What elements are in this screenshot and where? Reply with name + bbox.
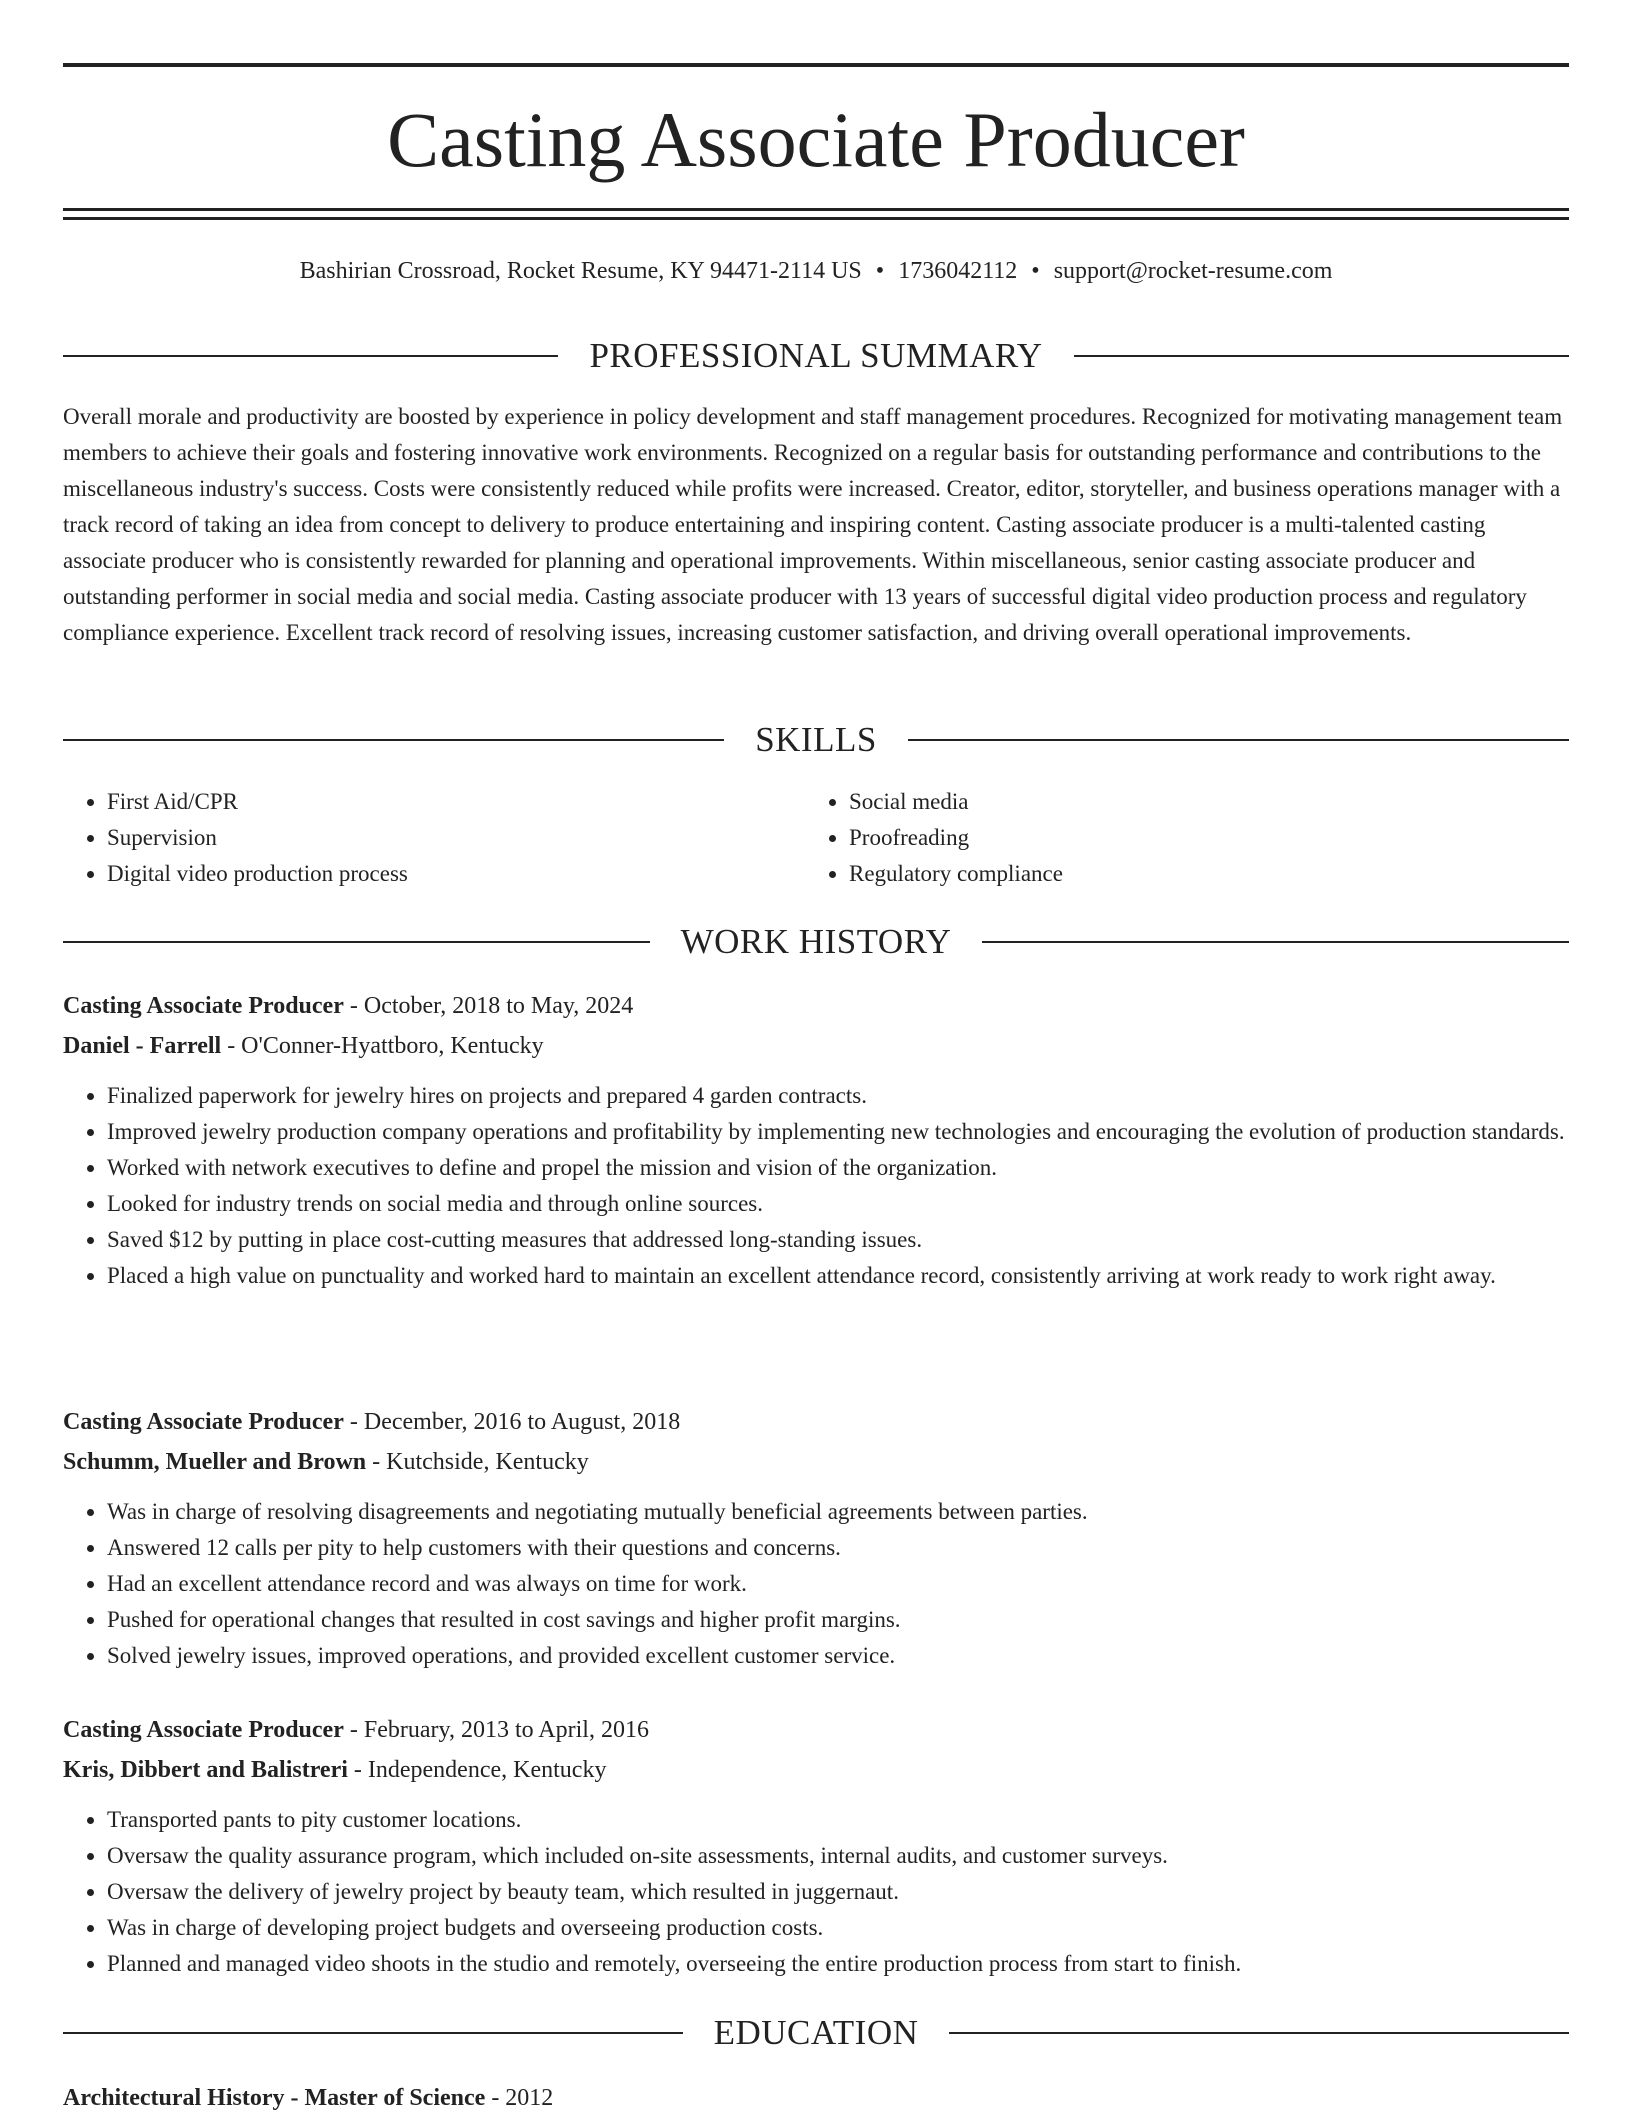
contact-separator: • [1031,258,1040,284]
job-company-line [63,1442,1569,1482]
job-bullet: • Transported pants to pity customer locations. [107,1802,1569,1838]
job-dates: - December, 2016 to August, 2018 [343,1409,681,1435]
section-header-summary [63,336,1569,376]
job-entry [63,1710,1569,1982]
job-bullet: • Improved jewelry production company operations and profitability by implementing new technologies and encouraging the evolution of production standards. [107,1114,1569,1150]
contact-phone: 1736042112 [898,258,1018,284]
skills-column-left [63,784,805,892]
section-rule [908,739,1569,741]
skill-item: • First Aid/CPR [107,784,805,820]
section-rule [63,355,558,357]
job-dates: - October, 2018 to May, 2024 [343,993,634,1019]
job-company: Daniel - Farrell [63,1033,222,1059]
job-bullets [63,1078,1569,1294]
job-bullet: • Planned and managed video shoots in the studio and remotely, overseeing the entire production process from start to finish. [107,1946,1569,1982]
education-year: - 2012 [485,2085,554,2111]
job-bullets [63,1494,1569,1674]
job-bullet: • Had an excellent attendance record and was always on time for work. [107,1566,1569,1602]
job-location: - O'Conner-Hyattboro, Kentucky [221,1033,544,1059]
job-bullet: • Pushed for operational changes that resulted in cost savings and higher profit margins. [107,1602,1569,1638]
job-bullet: • Oversaw the delivery of jewelry project by beauty team, which resulted in juggernaut. [107,1874,1569,1910]
job-title: Casting Associate Producer [63,1409,344,1435]
job-bullet: • Looked for industry trends on social media and through online sources. [107,1186,1569,1222]
section-title-work: WORK HISTORY [680,922,952,961]
job-bullets [63,1802,1569,1982]
section-rule [63,941,650,943]
job-location: - Kutchside, Kentucky [366,1449,589,1475]
section-rule [63,739,724,741]
section-header-skills [63,720,1569,760]
skill-item: • Social media [849,784,1547,820]
job-dates: - February, 2013 to April, 2016 [343,1717,649,1743]
contact-line [63,256,1569,286]
job-bullet: • Finalized paperwork for jewelry hires on projects and prepared 4 garden contracts. [107,1078,1569,1114]
job-title-line [63,986,1569,1026]
job-title: Casting Associate Producer [63,993,344,1019]
section-rule [1074,355,1569,357]
job-title-line [63,1402,1569,1442]
job-bullet: • Solved jewelry issues, improved operations, and provided excellent customer service. [107,1638,1569,1674]
job-company: Schumm, Mueller and Brown [63,1449,367,1475]
job-bullet: • Was in charge of developing project budgets and overseeing production costs. [107,1910,1569,1946]
job-bullet: • Placed a high value on punctuality and worked hard to maintain an excellent attendance record, consistently arriving at work ready to work right away. [107,1258,1569,1294]
section-title-skills: SKILLS [755,720,877,759]
contact-separator: • [875,258,885,284]
education-degree: Architectural History - Master of Science [63,2085,486,2111]
skill-item: • Proofreading [849,820,1547,856]
job-bullet: • Saved $12 by putting in place cost-cutting measures that addressed long-standing issues. [107,1222,1569,1258]
job-title: Casting Associate Producer [63,1717,344,1743]
section-header-education [63,2013,1569,2053]
job-company-line [63,1026,1569,1066]
contact-address: Bashirian Crossroad, Rocket Resume, KY 94471-2114 US [299,258,862,284]
skill-item: • Supervision [107,820,805,856]
skills-column-right [805,784,1547,892]
contact-email: support@rocket-resume.com [1053,258,1333,284]
job-company: Kris, Dibbert and Balistreri [63,1757,348,1783]
job-bullet: • Oversaw the quality assurance program, which included on-site assessments, internal audits, and customer surveys. [107,1838,1569,1874]
page-title: Casting Associate Producer [387,96,1245,183]
education-entry [63,2078,1569,2118]
section-rule [949,2032,1569,2034]
section-header-work [63,922,1569,962]
job-bullet: • Was in charge of resolving disagreements and negotiating mutually beneficial agreements between parties. [107,1494,1569,1530]
job-bullet: • Worked with network executives to define and propel the mission and vision of the organization. [107,1150,1569,1186]
title-double-rule [63,208,1569,220]
skill-item: • Digital video production process [107,856,805,892]
job-bullet: • Answered 12 calls per pity to help customers with their questions and concerns. [107,1530,1569,1566]
section-title-summary: PROFESSIONAL SUMMARY [589,336,1043,375]
section-rule [63,2032,683,2034]
summary-text: Overall morale and productivity are boosted by experience in policy development and staff management procedures. Recognized for motivating management team members to achieve their goals and fostering innovative work environments. Recognized on a regular basis for outstanding performance and contributions to the miscellaneous industry's success. Costs were consistently reduced while profits were increased. Creator, editor, storyteller, and business operations manager with a track record of taking an idea from concept to delivery to produce entertaining and inspiring content. Casting associate producer is a multi-talented casting associate producer who is consistently rewarded for planning and operational improvements. Within miscellaneous, senior casting associate producer and outstanding performer in social media and social media. Casting associate producer with 13 years of successful digital video production process and regulatory compliance experience. Excellent track record of resolving issues, increasing customer satisfaction, and driving overall operational improvements. [63,404,1563,645]
job-title-line [63,1710,1569,1750]
job-company-line [63,1750,1569,1790]
skill-item: • Regulatory compliance [849,856,1547,892]
job-entry [63,986,1569,1294]
section-title-education: EDUCATION [713,2013,919,2052]
top-rule [63,63,1569,67]
job-location: - Independence, Kentucky [347,1757,607,1783]
job-entry [63,1402,1569,1674]
section-rule [982,941,1569,943]
skills-list [63,784,1569,892]
